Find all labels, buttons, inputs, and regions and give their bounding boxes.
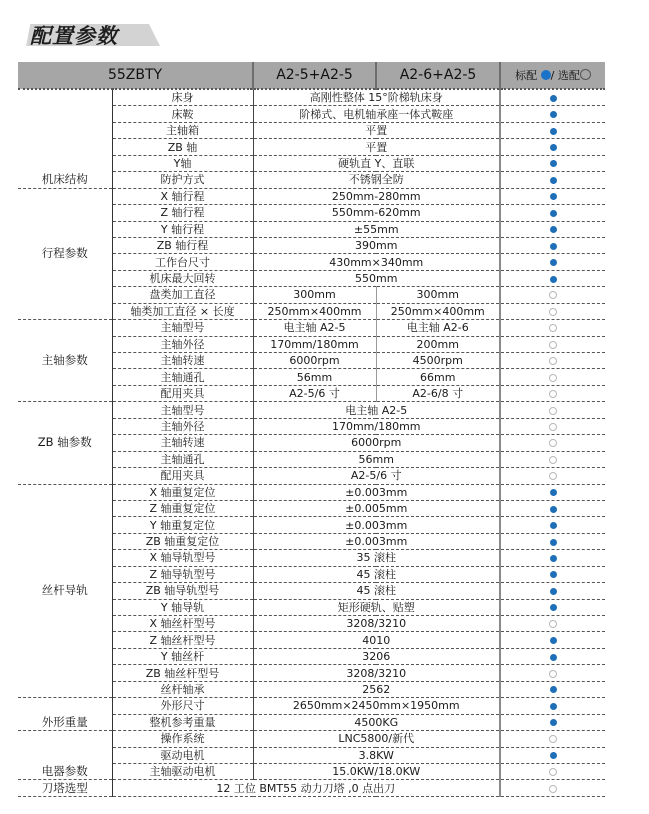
filled-circle-icon — [541, 70, 551, 80]
param-value-b: 电主轴 A2-6 — [376, 320, 500, 336]
status-cell — [500, 369, 605, 385]
status-cell — [500, 270, 605, 286]
status-cell — [500, 599, 605, 615]
param-label: 主轴通孔 — [112, 451, 253, 467]
status-cell — [500, 648, 605, 664]
spec-table — [18, 62, 605, 797]
param-value: 550mm-620mm — [253, 205, 500, 221]
param-label: 床鞍 — [112, 106, 253, 122]
param-value: 430mm×340mm — [253, 254, 500, 270]
param-label: 配用夹具 — [112, 468, 253, 484]
param-value: 矩形硬轨、贴塑 — [253, 599, 500, 615]
param-label: 配用夹具 — [112, 385, 253, 401]
optional-circle-icon — [549, 390, 557, 398]
standard-dot-icon — [550, 571, 557, 578]
status-cell — [500, 517, 605, 533]
param-value: 15.0KW/18.0KW — [253, 763, 500, 779]
param-value: ±0.003mm — [253, 533, 500, 549]
param-label: 主轴驱动电机 — [112, 763, 253, 779]
param-value: 45 滚柱 — [253, 583, 500, 599]
header-model: 55ZBTY — [18, 62, 253, 89]
param-label: 床身 — [112, 89, 253, 106]
status-cell — [500, 681, 605, 697]
title-text: 配置参数 — [30, 24, 118, 48]
optional-circle-icon — [549, 407, 557, 415]
param-label: 外形尺寸 — [112, 698, 253, 714]
optional-circle-icon — [549, 670, 557, 678]
standard-dot-icon — [550, 522, 557, 529]
standard-dot-icon — [550, 604, 557, 611]
param-label: Y 轴行程 — [112, 221, 253, 237]
param-label: ZB 轴重复定位 — [112, 533, 253, 549]
param-label: 主轴型号 — [112, 402, 253, 418]
standard-dot-icon — [550, 128, 557, 135]
param-value: 250mm-280mm — [253, 188, 500, 204]
standard-dot-icon — [550, 686, 557, 693]
param-label: Z 轴导轨型号 — [112, 566, 253, 582]
standard-dot-icon — [550, 144, 557, 151]
param-label: X 轴重复定位 — [112, 484, 253, 500]
status-cell — [500, 237, 605, 253]
empty-circle-icon — [580, 69, 591, 80]
status-cell — [500, 731, 605, 747]
param-value: 390mm — [253, 237, 500, 253]
param-label: 丝杆轴承 — [112, 681, 253, 697]
param-value: 阶梯式、电机轴承座一体式鞍座 — [253, 106, 500, 122]
param-value: 4500KG — [253, 714, 500, 730]
header-legend — [500, 62, 605, 89]
standard-dot-icon — [550, 259, 557, 266]
status-cell — [500, 336, 605, 352]
standard-dot-icon — [550, 226, 557, 233]
param-label: ZB 轴行程 — [112, 237, 253, 253]
param-label: 主轴外径 — [112, 336, 253, 352]
header-variant-a: A2-5+A2-5 — [253, 62, 376, 89]
param-value: ±0.003mm — [253, 517, 500, 533]
param-label: 工作台尺寸 — [112, 254, 253, 270]
param-value-b: A2-6/8 寸 — [376, 385, 500, 401]
status-cell — [500, 122, 605, 138]
table-row — [18, 731, 605, 747]
param-value-a: A2-5/6 寸 — [253, 385, 376, 401]
optional-circle-icon — [549, 341, 557, 349]
status-cell — [500, 698, 605, 714]
param-label: X 轴丝杆型号 — [112, 616, 253, 632]
param-value: ±0.005mm — [253, 500, 500, 516]
param-value: 3208/3210 — [253, 616, 500, 632]
optional-circle-icon — [549, 308, 557, 316]
status-cell — [500, 221, 605, 237]
status-cell — [500, 385, 605, 401]
status-cell — [500, 747, 605, 763]
status-cell — [500, 303, 605, 319]
status-cell — [500, 533, 605, 549]
status-cell — [500, 188, 605, 204]
table-header — [18, 62, 605, 89]
status-cell — [500, 780, 605, 796]
param-value: 平置 — [253, 139, 500, 155]
param-value: 硬轨直 Y、直联 — [253, 155, 500, 171]
status-cell — [500, 89, 605, 106]
status-cell — [500, 616, 605, 632]
param-label: 机床最大回转 — [112, 270, 253, 286]
param-value: 56mm — [253, 451, 500, 467]
param-label: 驱动电机 — [112, 747, 253, 763]
param-value: 3.8KW — [253, 747, 500, 763]
optional-circle-icon — [549, 735, 557, 743]
legend-optional-label: 选配 — [557, 69, 580, 82]
standard-dot-icon — [550, 193, 557, 200]
status-cell — [500, 484, 605, 500]
param-label: Z 轴行程 — [112, 205, 253, 221]
standard-dot-icon — [550, 637, 557, 644]
param-value: 170mm/180mm — [253, 418, 500, 434]
param-value: 4010 — [253, 632, 500, 648]
table-row — [18, 188, 605, 204]
param-value-a: 170mm/180mm — [253, 336, 376, 352]
optional-circle-icon — [549, 456, 557, 464]
status-cell — [500, 287, 605, 303]
param-value-a: 56mm — [253, 369, 376, 385]
param-value: 高刚性整体 15°阶梯轨床身 — [253, 89, 500, 106]
status-cell — [500, 106, 605, 122]
table-row — [18, 698, 605, 714]
status-cell — [500, 320, 605, 336]
standard-dot-icon — [550, 703, 557, 710]
group-label: 行程参数 — [18, 188, 112, 320]
optional-circle-icon — [549, 324, 557, 332]
param-label: 主轴箱 — [112, 122, 253, 138]
param-label: 主轴型号 — [112, 320, 253, 336]
param-label: Y 轴丝杆 — [112, 648, 253, 664]
status-cell — [500, 172, 605, 188]
param-label: ZB 轴导轨型号 — [112, 583, 253, 599]
status-cell — [500, 155, 605, 171]
param-label: 主轴通孔 — [112, 369, 253, 385]
status-cell — [500, 714, 605, 730]
param-label: Y轴 — [112, 155, 253, 171]
param-label: 主轴外径 — [112, 418, 253, 434]
standard-dot-icon — [550, 506, 557, 513]
param-label: 防护方式 — [112, 172, 253, 188]
standard-dot-icon — [550, 752, 557, 759]
table-row — [18, 402, 605, 418]
table-row — [18, 320, 605, 336]
optional-circle-icon — [549, 357, 557, 365]
standard-dot-icon — [550, 654, 557, 661]
param-label: 轴类加工直径 × 长度 — [112, 303, 253, 319]
status-cell — [500, 665, 605, 681]
optional-circle-icon — [549, 785, 557, 793]
param-label: X 轴导轨型号 — [112, 550, 253, 566]
standard-dot-icon — [550, 111, 557, 118]
status-cell — [500, 254, 605, 270]
status-cell — [500, 402, 605, 418]
optional-circle-icon — [549, 472, 557, 480]
optional-circle-icon — [549, 768, 557, 776]
legend-separator: / — [550, 69, 558, 82]
status-cell — [500, 763, 605, 779]
standard-dot-icon — [550, 160, 557, 167]
table-row — [18, 89, 605, 106]
param-value-b: 250mm×400mm — [376, 303, 500, 319]
table-body — [18, 89, 605, 796]
param-label: Z 轴丝杆型号 — [112, 632, 253, 648]
param-label: 整机参考重量 — [112, 714, 253, 730]
param-value: LNC5800/新代 — [253, 731, 500, 747]
optional-circle-icon — [549, 374, 557, 382]
param-value: 2650mm×2450mm×1950mm — [253, 698, 500, 714]
status-cell — [500, 632, 605, 648]
turret-value: 12 工位 BMT55 动力刀塔 ,0 点出刀 — [112, 780, 500, 796]
param-value: ±55mm — [253, 221, 500, 237]
group-label: 丝杆导轨 — [18, 484, 112, 698]
param-value: 3208/3210 — [253, 665, 500, 681]
status-cell — [500, 583, 605, 599]
status-cell — [500, 566, 605, 582]
status-cell — [500, 451, 605, 467]
param-value: 平置 — [253, 122, 500, 138]
group-label: 机床结构 — [18, 89, 112, 188]
param-label: Y 轴导轨 — [112, 599, 253, 615]
param-value: ±0.003mm — [253, 484, 500, 500]
optional-circle-icon — [549, 439, 557, 447]
standard-dot-icon — [550, 210, 557, 217]
optional-circle-icon — [549, 620, 557, 628]
status-cell — [500, 418, 605, 434]
status-cell — [500, 205, 605, 221]
param-value-b: 4500rpm — [376, 353, 500, 369]
standard-dot-icon — [550, 95, 557, 102]
table-row-turret — [18, 780, 605, 796]
param-label: 主轴转速 — [112, 353, 253, 369]
param-value-a: 250mm×400mm — [253, 303, 376, 319]
status-cell — [500, 468, 605, 484]
standard-dot-icon — [550, 489, 557, 496]
param-value-a: 电主轴 A2-5 — [253, 320, 376, 336]
param-value: A2-5/6 寸 — [253, 468, 500, 484]
table-row — [18, 484, 605, 500]
param-value: 3206 — [253, 648, 500, 664]
status-cell — [500, 353, 605, 369]
param-label: X 轴行程 — [112, 188, 253, 204]
group-label: 刀塔选型 — [18, 780, 112, 796]
standard-dot-icon — [550, 555, 557, 562]
legend-standard-label: 标配 — [515, 69, 538, 82]
param-value-b: 66mm — [376, 369, 500, 385]
param-value-a: 6000rpm — [253, 353, 376, 369]
standard-dot-icon — [550, 539, 557, 546]
param-label: Y 轴重复定位 — [112, 517, 253, 533]
status-cell — [500, 435, 605, 451]
standard-dot-icon — [550, 276, 557, 283]
param-value: 6000rpm — [253, 435, 500, 451]
optional-circle-icon — [549, 291, 557, 299]
standard-dot-icon — [550, 177, 557, 184]
param-value: 550mm — [253, 270, 500, 286]
param-label: 盘类加工直径 — [112, 287, 253, 303]
status-cell — [500, 139, 605, 155]
group-label: ZB 轴参数 — [18, 402, 112, 484]
param-label: 主轴转速 — [112, 435, 253, 451]
group-label: 外形重量 — [18, 698, 112, 731]
param-value: 2562 — [253, 681, 500, 697]
param-value: 电主轴 A2-5 — [253, 402, 500, 418]
param-label: Z 轴重复定位 — [112, 500, 253, 516]
header-variant-b: A2-6+A2-5 — [376, 62, 500, 89]
param-value-b: 300mm — [376, 287, 500, 303]
group-label: 电器参数 — [18, 731, 112, 780]
optional-circle-icon — [549, 423, 557, 431]
param-label: 操作系统 — [112, 731, 253, 747]
status-cell — [500, 500, 605, 516]
param-value: 不锈钢全防 — [253, 172, 500, 188]
param-value-b: 200mm — [376, 336, 500, 352]
standard-dot-icon — [550, 243, 557, 250]
param-value: 35 滚柱 — [253, 550, 500, 566]
param-label: ZB 轴丝杆型号 — [112, 665, 253, 681]
param-value: 45 滚柱 — [253, 566, 500, 582]
status-cell — [500, 550, 605, 566]
standard-dot-icon — [550, 588, 557, 595]
param-label: ZB 轴 — [112, 139, 253, 155]
group-label: 主轴参数 — [18, 320, 112, 402]
standard-dot-icon — [550, 719, 557, 726]
section-title — [22, 20, 162, 46]
param-value-a: 300mm — [253, 287, 376, 303]
